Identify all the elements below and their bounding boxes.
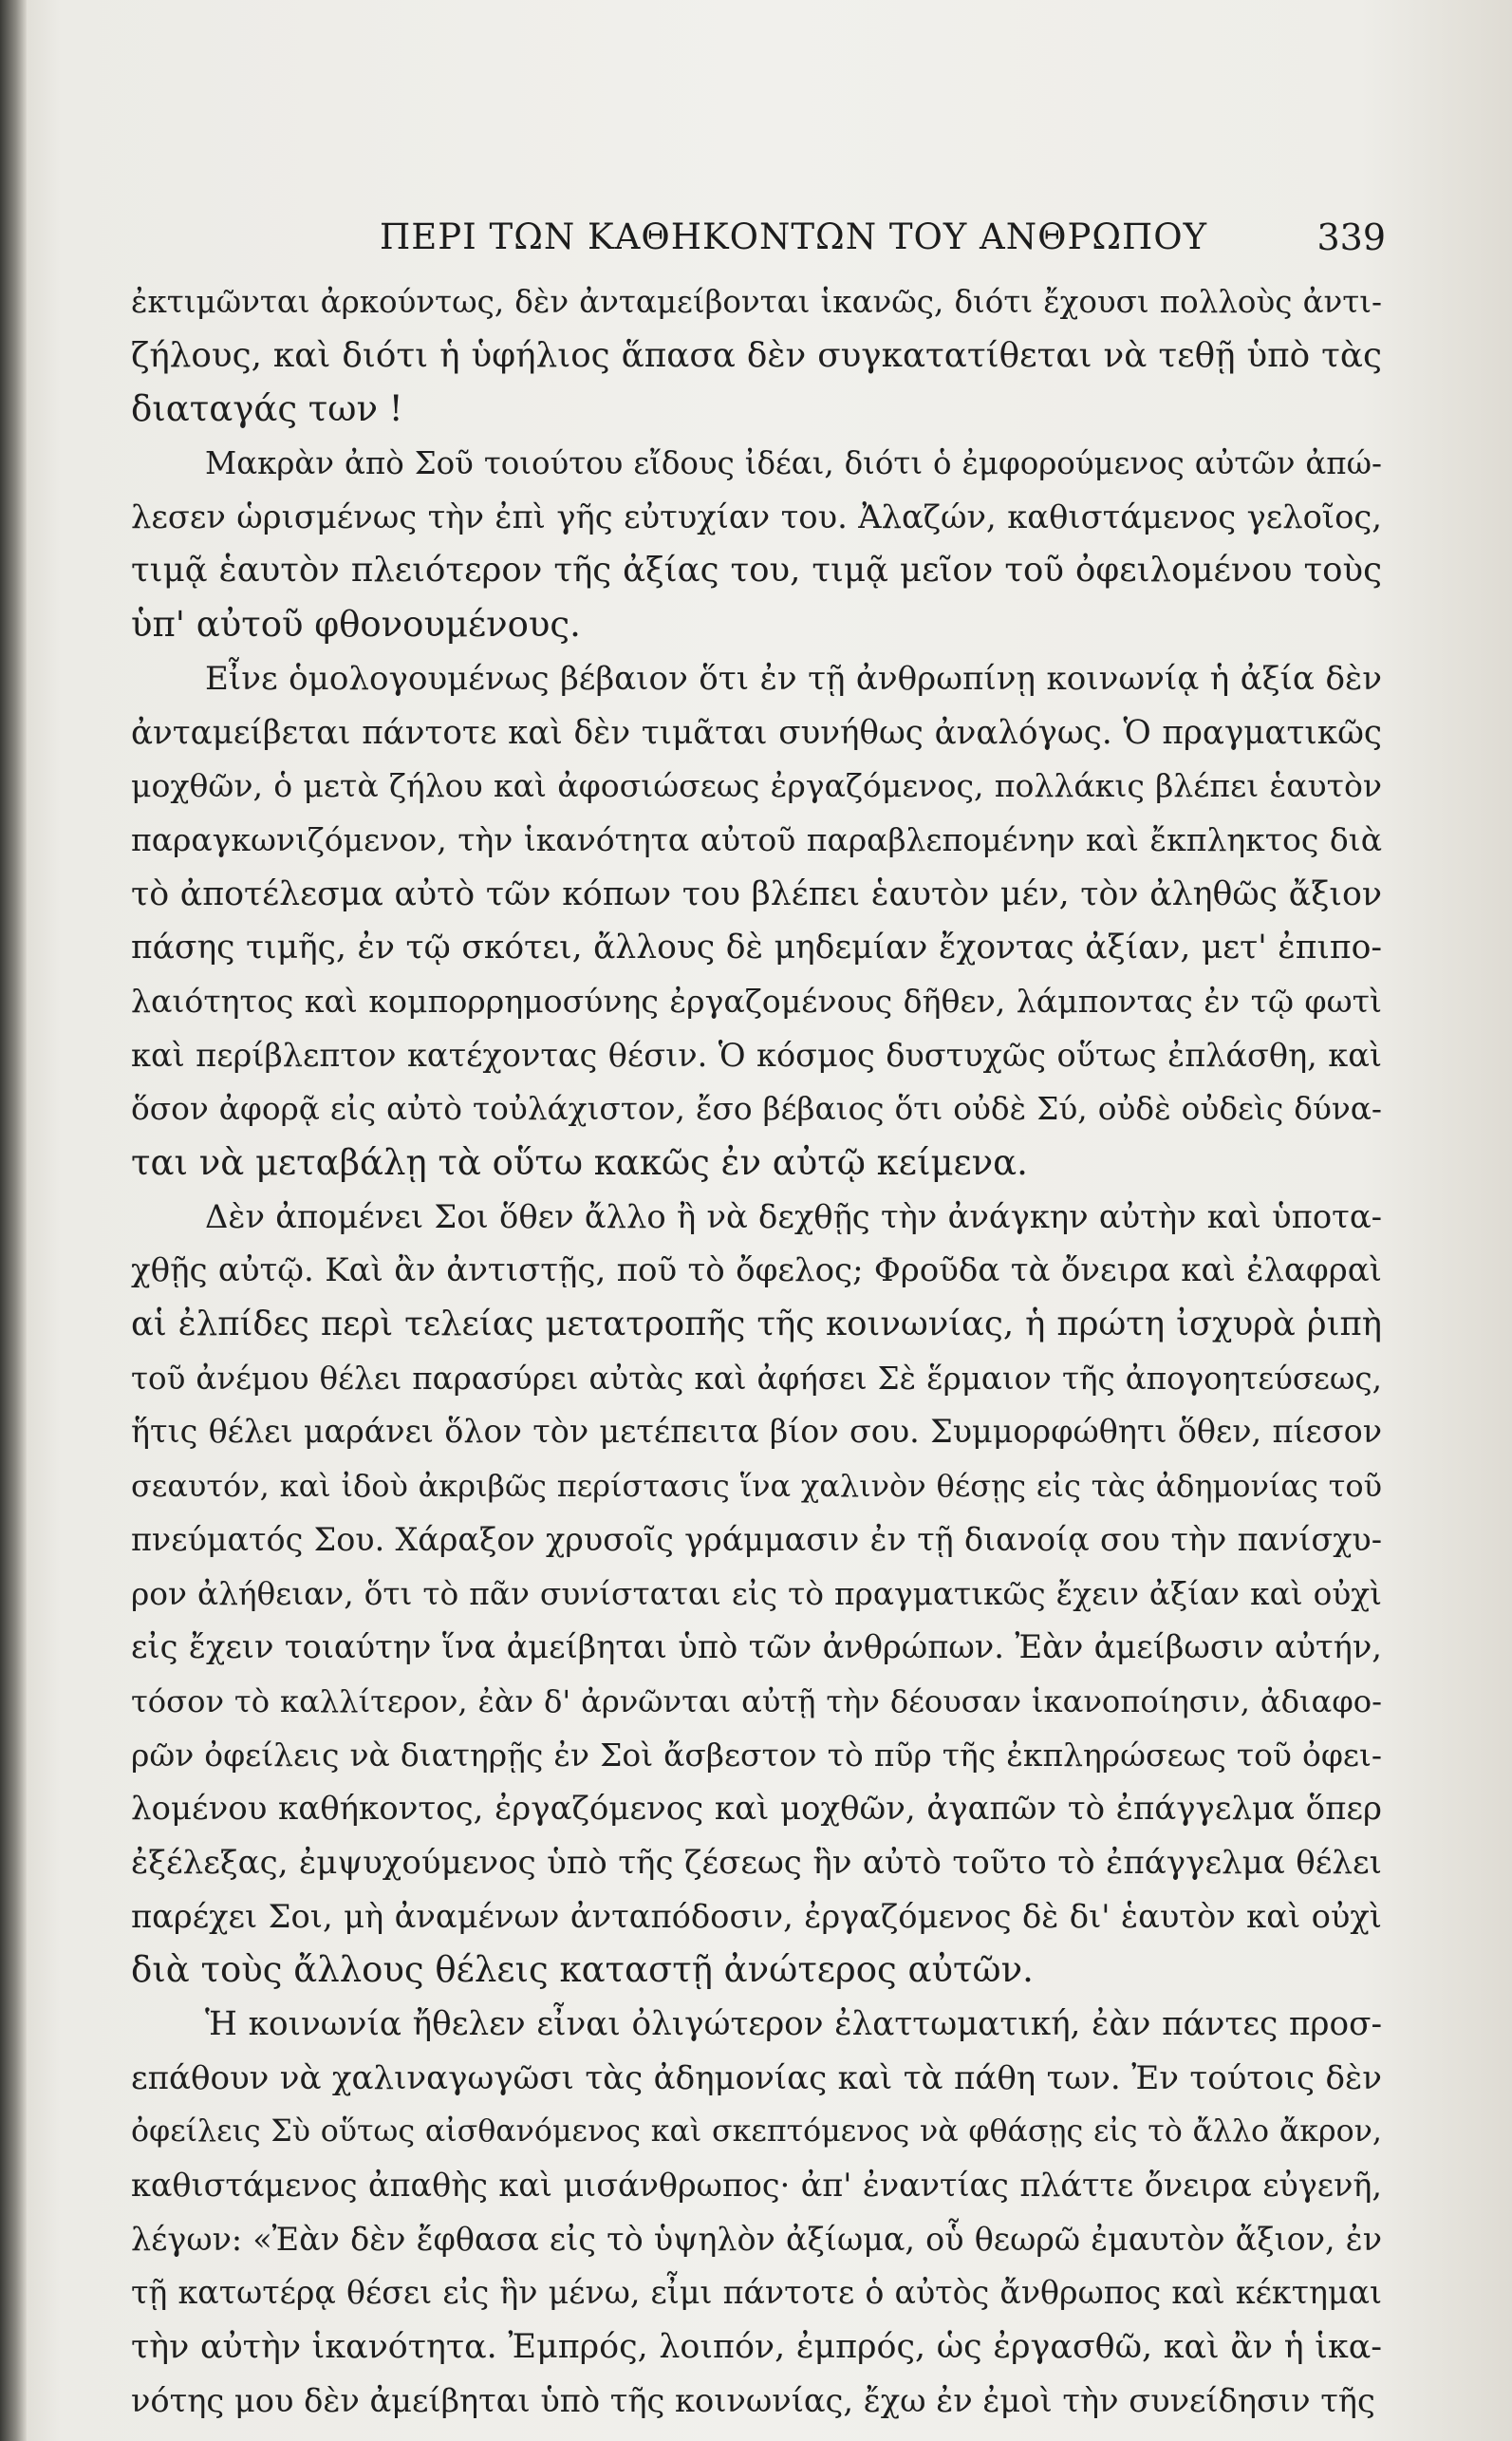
page-number: 339 [1316, 216, 1386, 258]
text-line: νότης μου δὲν ἀμείβηται ὑπὸ τῆς κοινωνίας, ἔχω ἐν ἐμοὶ τὴν συνείδησιν τῆς [131, 2381, 1375, 2419]
paragraph [131, 275, 1382, 437]
text-line: τόσον τὸ καλλίτερον, ἐὰν δ' ἀρνῶνται αὐτῇ τὴν δέουσαν ἱκανοποίησιν, ἀδιαφο- [131, 1682, 1382, 1719]
text-line: Δὲν ἀπομένει Σοι ὅθεν ἄλλο ἢ νὰ δεχθῇς τὴν ἀνάγκην αὐτὴν καὶ ὑποτα- [205, 1197, 1382, 1235]
text-line: τοῦ ἀνέμου θέλει παρασύρει αὐτὰς καὶ ἀφήσει Σὲ ἕρμαιον τῆς ἀπογοητεύσεως, [131, 1360, 1382, 1397]
book-spine-shadow [0, 0, 27, 2441]
text-line: λαιότητος καὶ κομπορρημοσύνης ἐργαζομένους δῆθεν, λάμποντας ἐν τῷ φωτὶ [131, 982, 1382, 1020]
text-line: μοχθῶν, ὁ μετὰ ζήλου καὶ ἀφοσιώσεως ἐργαζόμενος, πολλάκις βλέπει ἑαυτὸν [131, 767, 1382, 805]
text-line: καὶ περίβλεπτον κατέχοντας θέσιν. Ὁ κόσμος δυστυχῶς οὕτως ἐπλάσθη, καὶ [131, 1036, 1382, 1074]
text-line: ρον ἀλήθειαν, ὅτι τὸ πᾶν συνίσταται εἰς τὸ πραγματικῶς ἔχειν ἀξίαν καὶ οὐχὶ [131, 1575, 1382, 1612]
paragraph [131, 1191, 1382, 1998]
text-line: ἥτις θέλει μαράνει ὅλον τὸν μετέπειτα βίον σου. Συμμορφώθητι ὅθεν, πίεσον [131, 1413, 1382, 1451]
text-line: Εἶνε ὁμολογουμένως βέβαιον ὅτι ἐν τῇ ἀνθρωπίνῃ κοινωνίᾳ ἡ ἀξία δὲν [205, 659, 1382, 698]
text-line: ὅσον ἀφορᾷ εἰς αὐτὸ τοὐλάχιστον, ἔσο βέβαιος ὅτι οὐδὲ Σύ, οὐδὲ οὐδεὶς δύνα- [131, 1091, 1382, 1128]
body-text [131, 275, 1382, 2429]
text-line: λέγων: «Ἐὰν δὲν ἔφθασα εἰς τὸ ὑψηλὸν ἀξίωμα, οὗ θεωρῶ ἐμαυτὸν ἄξιον, ἐν [131, 2220, 1382, 2258]
text-line: Μακρὰν ἀπὸ Σοῦ τοιούτου εἴδους ἰδέαι, διότι ὁ ἐμφορούμενος αὐτῶν ἀπώ- [205, 445, 1382, 482]
text-line: σεαυτόν, καὶ ἰδοὺ ἀκριβῶς περίστασις ἵνα χαλινὸν θέσῃς εἰς τὰς ἀδημονίας τοῦ [131, 1468, 1382, 1505]
text-line: τὸ ἀποτέλεσμα αὐτὸ τῶν κόπων του βλέπει ἑαυτὸν μέν, τὸν ἀληθῶς ἄξιον [131, 874, 1382, 913]
text-line: τῇ κατωτέρᾳ θέσει εἰς ἣν μένω, εἶμι πάντοτε ὁ αὐτὸς ἄνθρωπος καὶ κέκτημαι [131, 2274, 1382, 2312]
text-line: ρῶν ὀφείλεις νὰ διατηρῇς ἐν Σοὶ ἄσβεστον τὸ πῦρ τῆς ἐκπληρώσεως τοῦ ὀφει- [131, 1736, 1382, 1774]
text-line: τιμᾷ ἑαυτὸν πλειότερον τῆς ἀξίας του, τιμᾷ μεῖον τοῦ ὀφειλομένου τοὺς [131, 551, 1382, 591]
paragraph [131, 437, 1382, 652]
text-line: ἐξέλεξας, ἐμψυχούμενος ὑπὸ τῆς ζέσεως ἣν αὐτὸ τοῦτο τὸ ἐπάγγελμα θέλει [131, 1843, 1382, 1882]
text-line: παρέχει Σοι, μὴ ἀναμένων ἀνταπόδοσιν, ἐργαζόμενος δὲ δι' ἑαυτὸν καὶ οὐχὶ [131, 1897, 1382, 1935]
text-line: εἰς ἔχειν τοιαύτην ἵνα ἀμείβηται ὑπὸ τῶν ἀνθρώπων. Ἐὰν ἀμείβωσιν αὐτήν, [131, 1628, 1382, 1666]
text-line: ἐκτιμῶνται ἀρκούντως, δὲν ἀνταμείβονται ἱκανῶς, διότι ἔχουσι πολλοὺς ἀντι- [131, 284, 1382, 320]
text-line: αἱ ἐλπίδες περὶ τελείας μετατροπῆς τῆς κοινωνίας, ἡ πρώτη ἰσχυρὰ ῥιπὴ [131, 1305, 1382, 1344]
text-line: διὰ τοὺς ἄλλους θέλεις καταστῇ ἀνώτερος αὐτῶν. [131, 1949, 1034, 1991]
running-title: ΠΕΡΙ ΤΩΝ ΚΑΘΗΚΟΝΤΩΝ ΤΟΥ ΑΝΘΡΩΠΟΥ [380, 216, 1208, 257]
text-line: Ἡ κοινωνία ἤθελεν εἶναι ὀλιγώτερον ἐλαττωματική, ἐὰν πάντες προσ- [205, 2005, 1382, 2043]
text-line: χθῇς αὐτῷ. Καὶ ἂν ἀντιστῇς, ποῦ τὸ ὄφελος; Φροῦδα τὰ ὄνειρα καὶ ἐλαφραὶ [131, 1251, 1382, 1290]
text-line: πάσης τιμῆς, ἐν τῷ σκότει, ἄλλους δὲ μηδεμίαν ἔχοντας ἀξίαν, μετ' ἐπιπο- [131, 929, 1382, 967]
page-header [380, 216, 1386, 273]
text-line: καθιστάμενος ἀπαθὴς καὶ μισάνθρωπος· ἀπ' ἐναντίας πλάττε ὄνειρα εὐγενῆ, [131, 2167, 1382, 2205]
text-line: ται νὰ μεταβάλῃ τὰ οὕτω κακῶς ἐν αὐτῷ κείμενα. [131, 1142, 1028, 1183]
text-line: λεσεν ὡρισμένως τὴν ἐπὶ γῆς εὐτυχίαν του. Ἀλαζών, καθιστάμενος γελοῖος, [131, 498, 1382, 535]
text-line: ὑπ' αὐτοῦ φθονουμένους. [131, 604, 581, 646]
text-line: ὀφείλεις Σὺ οὕτως αἰσθανόμενος καὶ σκεπτόμενος νὰ φθάσῃς εἰς τὸ ἄλλο ἄκρον, [131, 2114, 1382, 2150]
text-line: τὴν αὐτὴν ἱκανότητα. Ἐμπρός, λοιπόν, ἐμπρός, ὡς ἐργασθῶ, καὶ ἂν ἡ ἱκα- [131, 2328, 1382, 2367]
text-line: παραγκωνιζόμενον, τὴν ἱκανότητα αὐτοῦ παραβλεπομένην καὶ ἔκπληκτος διὰ [131, 820, 1382, 858]
text-line: λομένου καθήκοντος, ἐργαζόμενος καὶ μοχθῶν, ἀγαπῶν τὸ ἐπάγγελμα ὅπερ [131, 1790, 1382, 1829]
text-line: επάθουν νὰ χαλιναγωγῶσι τὰς ἀδημονίας καὶ τὰ πάθη των. Ἐν τούτοις δὲν [131, 2058, 1382, 2097]
text-line: ἀνταμείβεται πάντοτε καὶ δὲν τιμᾶται συνήθως ἀναλόγως. Ὁ πραγματικῶς [131, 713, 1382, 752]
paragraph [131, 1998, 1382, 2429]
text-line: ζήλους, καὶ διότι ἡ ὑφήλιος ἅπασα δὲν συγκατατίθεται νὰ τεθῇ ὑπὸ τὰς [131, 335, 1382, 375]
text-line: πνεύματός Σου. Χάραξον χρυσοῖς γράμμασιν ἐν τῇ διανοίᾳ σου τὴν πανίσχυ- [131, 1520, 1382, 1558]
text-line: διαταγάς των ! [131, 388, 403, 430]
paragraph [131, 652, 1382, 1191]
